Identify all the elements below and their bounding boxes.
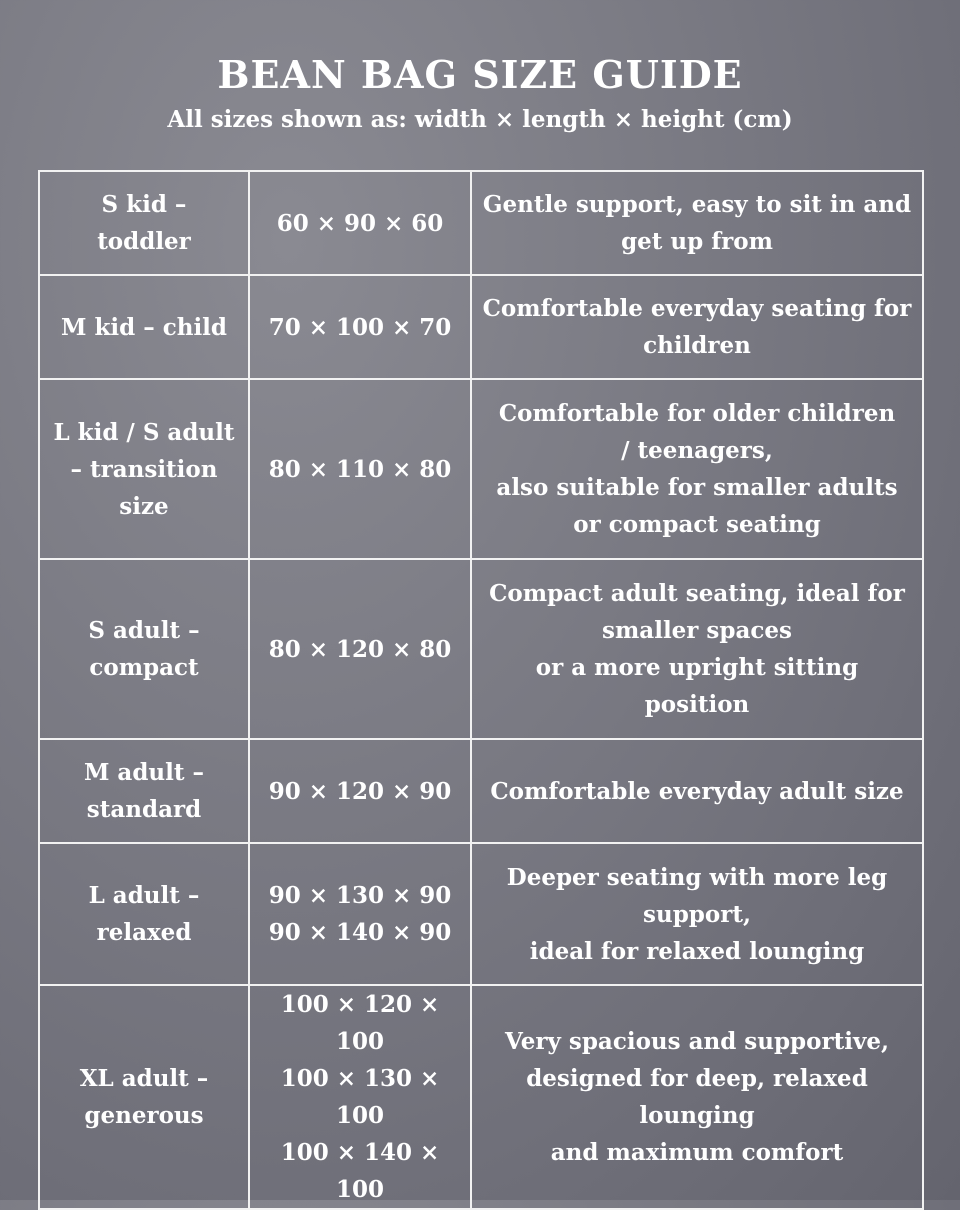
table-row	[39, 739, 923, 843]
dimensions-line: 80 × 120 × 80	[268, 635, 452, 663]
description-line: lounging	[639, 1102, 755, 1129]
size-name-line: compact	[89, 654, 199, 681]
dimensions-line: 100 × 120 × 100	[280, 991, 440, 1055]
dimensions-line: 80 × 110 × 80	[268, 455, 452, 483]
page-subtitle: All sizes shown as: width × length × height (cm)	[167, 105, 793, 133]
description-line: ideal for relaxed lounging	[529, 937, 865, 965]
table-row	[39, 559, 923, 739]
dimensions-line: 90 × 140 × 90	[268, 919, 452, 946]
description-line: or a more upright sitting	[535, 654, 859, 681]
size-name-line: relaxed	[96, 919, 192, 946]
description-line: Compact adult seating, ideal for	[489, 580, 905, 607]
table-row	[39, 275, 923, 379]
dimensions-line: 100 × 140 × 100	[280, 1139, 440, 1203]
size-name-line: M adult –	[83, 759, 205, 786]
dimensions-cell	[249, 985, 471, 1209]
table-row	[39, 171, 923, 275]
dimensions-line: 60 × 90 × 60	[276, 209, 444, 237]
description-cell	[471, 985, 923, 1209]
dimensions-cell	[249, 559, 471, 739]
table-row	[39, 379, 923, 559]
description-cell	[471, 379, 923, 559]
dimensions-line: 100 × 130 × 100	[280, 1065, 440, 1129]
size-name-line: generous	[84, 1102, 204, 1129]
table-row	[39, 985, 923, 1209]
dimensions-cell	[249, 275, 471, 379]
description-line: Comfortable everyday adult size	[490, 777, 904, 805]
size-name-line: S adult –	[88, 617, 200, 644]
size-name-cell	[39, 985, 249, 1209]
size-name-line: standard	[86, 796, 202, 823]
size-name-cell	[39, 739, 249, 843]
size-name-line: XL adult –	[79, 1065, 209, 1092]
description-line: / teenagers,	[621, 437, 773, 464]
description-line: Comfortable for older children	[498, 400, 896, 427]
description-line: designed for deep, relaxed	[526, 1065, 868, 1092]
description-line: position	[644, 691, 750, 718]
dimensions-cell	[249, 843, 471, 985]
dimensions-line: 70 × 100 × 70	[268, 313, 452, 341]
size-name-line: M kid – child	[60, 313, 228, 341]
size-name-line: size	[119, 492, 169, 520]
size-name-cell	[39, 171, 249, 275]
description-cell	[471, 559, 923, 739]
description-line: Gentle support, easy to sit in and	[482, 191, 912, 218]
description-cell	[471, 171, 923, 275]
dimensions-cell	[249, 379, 471, 559]
description-line: Deeper seating with more leg	[506, 863, 888, 891]
size-name-line: L adult –	[88, 882, 200, 909]
description-cell	[471, 739, 923, 843]
dimensions-line: 90 × 130 × 90	[268, 882, 452, 909]
description-line: or compact seating	[573, 511, 821, 538]
header	[0, 52, 960, 133]
description-cell	[471, 843, 923, 985]
size-guide-body	[39, 171, 923, 1209]
description-line: support,	[643, 900, 751, 928]
dimensions-cell	[249, 171, 471, 275]
size-name-line: – transition	[70, 455, 218, 483]
description-line: also suitable for smaller adults	[496, 474, 898, 501]
size-name-line: toddler	[97, 228, 191, 255]
description-cell	[471, 275, 923, 379]
description-line: Very spacious and supportive,	[505, 1028, 889, 1055]
size-name-cell	[39, 379, 249, 559]
description-line: and maximum comfort	[550, 1139, 844, 1166]
description-line: children	[643, 332, 751, 359]
dimensions-line: 90 × 120 × 90	[268, 777, 452, 805]
description-line: get up from	[621, 228, 773, 255]
size-guide-table	[38, 170, 924, 1210]
size-name-cell	[39, 559, 249, 739]
size-name-line: L kid / S adult	[53, 418, 235, 446]
dimensions-cell	[249, 739, 471, 843]
size-name-cell	[39, 275, 249, 379]
table-row	[39, 843, 923, 985]
size-name-line: S kid –	[101, 191, 187, 218]
size-name-cell	[39, 843, 249, 985]
description-line: smaller spaces	[602, 617, 792, 644]
description-line: Comfortable everyday seating for	[482, 295, 912, 322]
page-title: BEAN BAG SIZE GUIDE	[217, 52, 743, 97]
